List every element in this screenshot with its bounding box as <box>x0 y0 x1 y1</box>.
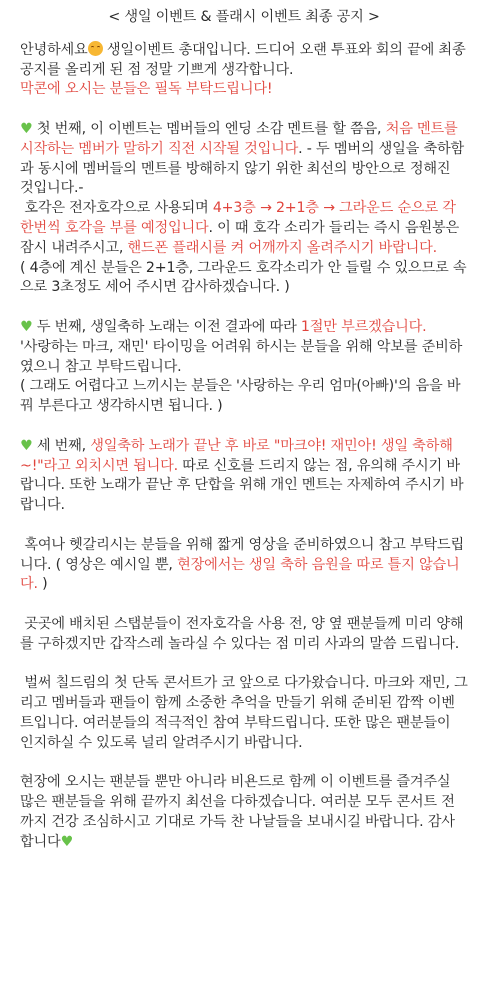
intro-paragraph <box>20 41 468 100</box>
green-heart-icon: ♥ <box>60 833 74 850</box>
video-paragraph <box>20 536 468 595</box>
concert-paragraph: 벌써 칠드림의 첫 단독 콘서트가 코 앞으로 다가왔습니다. 마크와 재민, 그리고 멤버들과 팬들이 함께 소중한 추억을 만들기 위해 준비된 깜짝 이벤트입니다. 여러분들의 적극적인 참여 부탁드립니다. 또한 많은 팬분들이 인지하실 수 있도록 널리 알려주시기 바랍니다. <box>20 675 468 751</box>
green-heart-icon: ♥ <box>20 318 33 335</box>
intro-text-b: 생일이벤트 총대입니다. 드디어 오랜 투표와 회의 끝에 최종 공지를 올리게 된 점 정말 기쁘게 생각합니다. <box>20 41 466 78</box>
closing-paragraph <box>20 773 468 852</box>
s2-text-a: 두 번째, 생일축하 노래는 이전 결과에 따라 <box>32 318 301 335</box>
s3-highlight-1: 생일축하 노래가 끝난 후 바로 "마크야! 재민아! 생일 축하해~!"라고 외치시면 됩니다. <box>20 437 453 474</box>
intro-text-a: 안녕하세요 <box>20 41 88 58</box>
p4-text-a: 혹여나 헷갈리시는 분들을 위해 짧게 영상을 준비하였으니 참고 부탁드립니다. ( 영상은 예시일 뿐, <box>20 536 464 573</box>
s2-note: ( 그래도 어렵다고 느끼시는 분들은 '사랑하는 우리 엄마(아빠)'의 음을 바꿔 부른다고 생각하시면 됩니다. ) <box>20 378 461 415</box>
s1-highlight-1: 처음 멘트를 시작하는 멤버가 말하기 직전 시작될 것입니다 <box>20 120 458 157</box>
s3-text-b: 따로 신호를 드리지 않는 점, 유의해 주시기 바랍니다. 또한 노래가 끝난 후 단합을 위해 개인 멘트는 자제하여 주시기 바랍니다. <box>20 457 464 514</box>
s3-text-a: 세 번째, <box>32 437 91 454</box>
s1-text-d: . 이 때 호각 소리가 들리는 즉시 음원봉은 잠시 내려주시고, <box>20 219 460 256</box>
section-first <box>20 120 468 298</box>
intro-warning: 막콘에 오시는 분들은 필독 부탁드립니다! <box>20 81 273 98</box>
green-heart-icon: ♥ <box>20 120 33 137</box>
s1-text-c: 호각은 전자호각으로 사용되며 <box>20 200 213 217</box>
s1-highlight-2: 4+3층 → 2+1층 → 그라운드 순으로 각 한번씩 호각을 부를 예정입니다 <box>20 200 456 236</box>
smiling-face-icon <box>88 41 103 56</box>
s2-text-b: '사랑하는 마크, 재민' 타이밍을 어려워 하시는 분들을 위해 악보를 준비하였으니 참고 부탁드립니다. <box>20 338 463 375</box>
green-heart-icon: ♥ <box>20 437 33 454</box>
s1-text-b: . - 두 멤버의 생일을 축하함과 동시에 멤버들의 멘트를 방해하지 않기 위한 최선의 방안으로 정해진 것입니다.- <box>20 140 464 197</box>
closing-text: 현장에 오시는 팬분들 뿐만 아니라 비욘드로 함께 이 이벤트를 즐겨주실 많은 팬분들을 위해 끝까지 최선을 다하겠습니다. 여러분 모두 콘서트 전까지 건강 조심하시고 기대로 가득 찬 나날들을 보내시길 바랍니다. 감사합니다 <box>20 774 455 850</box>
s1-note: ( 4층에 계신 분들은 2+1층, 그라운드 호각소리가 안 들릴 수 있으므로 속으로 3초정도 세어 주시면 감사하겠습니다. ) <box>20 259 467 296</box>
s1-highlight-3: 핸드폰 플래시를 켜 어깨까지 올려주시기 바랍니다. <box>127 239 437 256</box>
p4-text-b: ) <box>37 576 48 593</box>
section-second <box>20 318 468 417</box>
staff-paragraph: 곳곳에 배치된 스탭분들이 전자호각을 사용 전, 양 옆 팬분들께 미리 양해를 구하겠지만 갑작스레 놀라실 수 있다는 점 미리 사과의 말씀 드립니다. <box>20 615 464 652</box>
p4-highlight-1: 현장에서는 생일 축하 음원을 따로 틀지 않습니다. <box>20 556 460 593</box>
notice-title: < 생일 이벤트 & 플래시 이벤트 최종 공지 > <box>108 9 380 25</box>
s2-highlight-1: 1절만 부르겠습니다. <box>300 318 427 335</box>
s1-text-a: 첫 번째, 이 이벤트는 멤버들의 엔딩 소감 멘트를 할 쯤음, <box>32 120 386 137</box>
section-third <box>20 437 468 516</box>
